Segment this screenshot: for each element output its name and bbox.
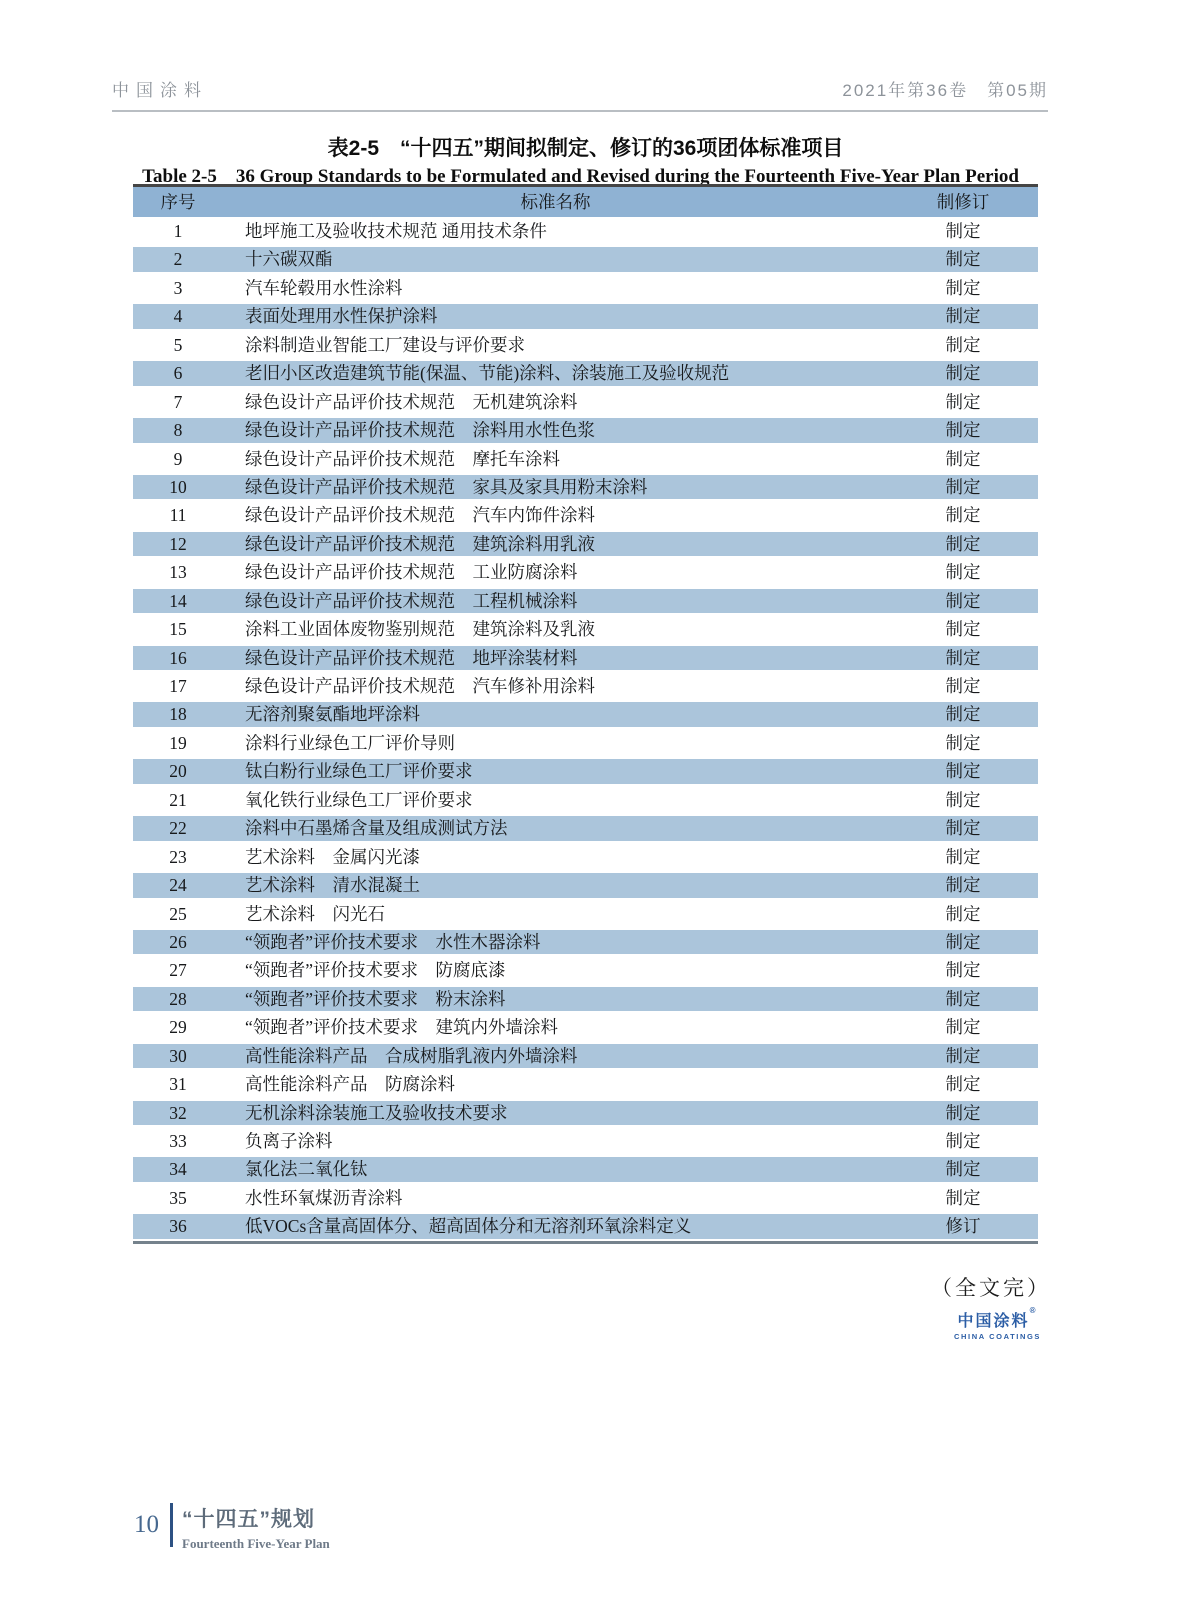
table-row: [133, 245, 1038, 273]
table-row: [133, 359, 1038, 387]
row-no-cell: 20: [169, 761, 187, 782]
row-no-cell: 17: [169, 676, 187, 696]
table-row: [133, 985, 1038, 1013]
row-action-cell: 制定: [945, 875, 981, 896]
row-action-cell: 制定: [945, 476, 981, 497]
row-action-cell: 制定: [945, 221, 981, 241]
row-name-cell: 无溶剂聚氨酯地坪涂料: [245, 704, 420, 725]
table-row: [133, 445, 1038, 473]
row-name-cell: 十六碳双酯: [245, 249, 333, 270]
row-name-cell: 绿色设计产品评价技术规范 涂料用水性色浆: [245, 420, 595, 441]
row-no-cell: 4: [173, 306, 183, 327]
table-row: [133, 1127, 1038, 1155]
row-name-cell: 涂料工业固体废物鉴别规范 建筑涂料及乳液: [245, 619, 595, 640]
row-no-cell: 34: [169, 1159, 187, 1180]
row-no-cell: 1: [173, 221, 183, 241]
row-action-cell: 制定: [945, 1017, 981, 1038]
row-no-cell: 27: [169, 960, 187, 981]
row-action-cell: 制定: [945, 761, 981, 782]
logo-trademark: ®: [1029, 1306, 1038, 1315]
table-row: [133, 672, 1038, 700]
row-no-cell: 8: [173, 420, 183, 441]
row-name-cell: 涂料制造业智能工厂建设与评价要求: [245, 334, 525, 355]
table-row: [133, 530, 1038, 558]
row-name-cell: 地坪施工及验收技术规范 通用技术条件: [245, 221, 547, 241]
row-no-cell: 36: [169, 1216, 187, 1237]
issue-info: 2021年第36卷 第05期: [842, 81, 1048, 100]
row-action-cell: 制定: [945, 420, 981, 441]
logo-subtitle: CHINA COATINGS: [954, 1332, 1041, 1341]
row-no-cell: 31: [169, 1074, 187, 1095]
row-name-cell: 艺术涂料 金属闪光漆: [245, 846, 420, 867]
table-row: [133, 1184, 1038, 1212]
row-no-cell: 18: [169, 704, 187, 725]
row-action-cell: 制定: [945, 647, 981, 668]
row-action-cell: 制定: [945, 334, 981, 355]
table-header-row: [133, 187, 1038, 217]
row-action-cell: 制定: [945, 505, 981, 526]
row-name-cell: 绿色设计产品评价技术规范 工业防腐涂料: [245, 562, 578, 583]
table-row: [133, 871, 1038, 899]
table-body: [133, 217, 1038, 1241]
row-name-cell: 艺术涂料 闪光石: [245, 903, 385, 924]
row-no-cell: 26: [169, 931, 187, 952]
row-no-cell: 23: [169, 846, 187, 867]
row-name-cell: “领跑者”评价技术要求 水性木器涂料: [245, 931, 541, 952]
table-row: [133, 1212, 1038, 1240]
table-row: [133, 843, 1038, 871]
row-name-cell: 汽车轮毂用水性涂料: [245, 277, 403, 298]
table-row: [133, 302, 1038, 330]
row-no-cell: 13: [169, 562, 187, 583]
row-no-cell: 2: [173, 249, 183, 270]
table-row: [133, 1155, 1038, 1183]
row-no-cell: 24: [169, 875, 187, 896]
row-name-cell: 钛白粉行业绿色工厂评价要求: [245, 761, 473, 782]
row-action-cell: 制定: [945, 306, 981, 327]
row-action-cell: 制定: [945, 704, 981, 725]
row-action-cell: 制定: [945, 277, 981, 298]
row-action-cell: 制定: [945, 931, 981, 952]
row-action-cell: 制定: [945, 1131, 981, 1151]
row-action-cell: 制定: [945, 988, 981, 1009]
row-name-cell: 绿色设计产品评价技术规范 建筑涂料用乳液: [245, 533, 595, 554]
row-name-cell: 氧化铁行业绿色工厂评价要求: [245, 789, 473, 810]
row-name-cell: 氯化法二氧化钛: [245, 1159, 368, 1180]
table-title-zh: 表2-5 “十四五”期间拟制定、修订的36项团体标准项目: [327, 137, 844, 160]
row-no-cell: 15: [169, 619, 187, 640]
table-row: [133, 700, 1038, 728]
row-action-cell: 制定: [945, 903, 981, 924]
row-no-cell: 16: [169, 647, 187, 668]
table-row: [133, 416, 1038, 444]
footer-section: [182, 1503, 330, 1552]
row-name-cell: 表面处理用水性保护涂料: [245, 306, 438, 327]
row-no-cell: 14: [169, 590, 187, 611]
table-row: [133, 729, 1038, 757]
footer-section-en: Fourteenth Five-Year Plan: [182, 1536, 330, 1551]
row-no-cell: 32: [169, 1102, 187, 1123]
row-name-cell: 绿色设计产品评价技术规范 工程机械涂料: [245, 590, 578, 611]
row-action-cell: 制定: [945, 818, 981, 839]
row-name-cell: 艺术涂料 清水混凝土: [245, 875, 420, 896]
row-no-cell: 30: [169, 1045, 187, 1066]
row-name-cell: 绿色设计产品评价技术规范 地坪涂装材料: [245, 647, 578, 668]
row-action-cell: 制定: [945, 1045, 981, 1066]
table-title-en: Table 2-5 36 Group Standards to be Formulated and Revised during the Fourteenth Five-Year Plan Period: [142, 166, 1019, 187]
row-no-cell: 11: [169, 505, 187, 526]
table-row: [133, 558, 1038, 586]
row-name-cell: 绿色设计产品评价技术规范 汽车内饰件涂料: [245, 505, 595, 526]
row-action-cell: 制定: [945, 1159, 981, 1180]
page-footer: [134, 1503, 330, 1552]
row-name-cell: “领跑者”评价技术要求 粉末涂料: [245, 988, 506, 1009]
row-action-cell: 制定: [945, 732, 981, 753]
row-action-cell: 制定: [945, 789, 981, 810]
table-row: [133, 956, 1038, 984]
row-name-cell: 高性能涂料产品 合成树脂乳液内外墙涂料: [245, 1045, 578, 1066]
row-action-cell: 制定: [945, 676, 981, 696]
row-action-cell: 制定: [945, 249, 981, 270]
row-action-cell: 修订: [945, 1216, 981, 1237]
table-row: [133, 587, 1038, 615]
row-no-cell: 19: [169, 732, 187, 753]
table-row: [133, 814, 1038, 842]
row-name-cell: “领跑者”评价技术要求 防腐底漆: [245, 960, 506, 981]
row-no-cell: 9: [173, 448, 183, 469]
row-action-cell: 制定: [945, 391, 981, 412]
row-no-cell: 33: [169, 1131, 187, 1151]
row-name-cell: 水性环氧煤沥青涂料: [245, 1187, 403, 1208]
table-row: [133, 644, 1038, 672]
logo-wordmark-text: 中国涂料: [957, 1313, 1030, 1330]
table-row: [133, 331, 1038, 359]
table-row: [133, 388, 1038, 416]
row-name-cell: “领跑者”评价技术要求 建筑内外墙涂料: [245, 1017, 559, 1038]
row-no-cell: 7: [173, 391, 183, 412]
footer-section-zh: “十四五”规划: [182, 1508, 315, 1531]
table-row: [133, 1099, 1038, 1127]
row-action-cell: 制定: [945, 590, 981, 611]
table-row: [133, 274, 1038, 302]
row-name-cell: 涂料行业绿色工厂评价导则: [245, 732, 455, 753]
row-name-cell: 涂料中石墨烯含量及组成测试方法: [245, 818, 508, 839]
table-row: [133, 786, 1038, 814]
footer-divider: [170, 1503, 173, 1547]
row-name-cell: 负离子涂料: [245, 1131, 333, 1151]
row-name-cell: 老旧小区改造建筑节能(保温、节能)涂料、涂装施工及验收规范: [245, 363, 730, 384]
row-no-cell: 5: [173, 334, 183, 355]
row-action-cell: 制定: [945, 562, 981, 583]
row-action-cell: 制定: [945, 846, 981, 867]
row-name-cell: 高性能涂料产品 防腐涂料: [245, 1074, 455, 1095]
row-name-cell: 绿色设计产品评价技术规范 无机建筑涂料: [245, 391, 578, 412]
row-action-cell: 制定: [945, 448, 981, 469]
row-name-cell: 低VOCs含量高固体分、超高固体分和无溶剂环氧涂料定义: [245, 1216, 692, 1237]
row-action-cell: 制定: [945, 619, 981, 640]
header-cell-name: 标准名称: [520, 192, 591, 212]
row-action-cell: 制定: [945, 533, 981, 554]
row-name-cell: 无机涂料涂装施工及验收技术要求: [245, 1102, 508, 1123]
row-action-cell: 制定: [945, 1187, 981, 1208]
row-no-cell: 25: [169, 903, 187, 924]
end-note: （全文完）: [931, 1276, 1051, 1300]
header-cell-no: 序号: [160, 192, 196, 212]
row-no-cell: 29: [169, 1017, 187, 1038]
running-head: [112, 76, 1048, 112]
logo-wordmark: [954, 1308, 1041, 1331]
row-name-cell: 绿色设计产品评价技术规范 摩托车涂料: [245, 448, 560, 469]
table-row: [133, 757, 1038, 785]
row-action-cell: 制定: [945, 960, 981, 981]
row-action-cell: 制定: [945, 1074, 981, 1095]
table-row: [133, 1070, 1038, 1098]
table-row: [133, 615, 1038, 643]
table-row: [133, 501, 1038, 529]
row-no-cell: 12: [169, 533, 187, 554]
header-cell-action: 制修订: [936, 192, 990, 212]
row-no-cell: 22: [169, 818, 187, 839]
table-row: [133, 928, 1038, 956]
table-row: [133, 217, 1038, 245]
row-no-cell: 6: [173, 363, 183, 384]
row-name-cell: 绿色设计产品评价技术规范 汽车修补用涂料: [245, 676, 595, 696]
row-no-cell: 3: [173, 277, 183, 298]
table-row: [133, 900, 1038, 928]
standards-table: [133, 184, 1038, 1244]
row-name-cell: 绿色设计产品评价技术规范 家具及家具用粉末涂料: [245, 476, 648, 497]
journal-name: 中国涂料: [112, 81, 208, 100]
row-action-cell: 制定: [945, 1102, 981, 1123]
table-row: [133, 1042, 1038, 1070]
row-action-cell: 制定: [945, 363, 981, 384]
row-no-cell: 28: [169, 988, 187, 1009]
row-no-cell: 10: [169, 476, 187, 497]
row-no-cell: 35: [169, 1187, 187, 1208]
brand-logo: [954, 1308, 1041, 1341]
table-row: [133, 1013, 1038, 1041]
table-row: [133, 473, 1038, 501]
row-no-cell: 21: [169, 789, 187, 810]
page-number: 10: [134, 1511, 159, 1538]
